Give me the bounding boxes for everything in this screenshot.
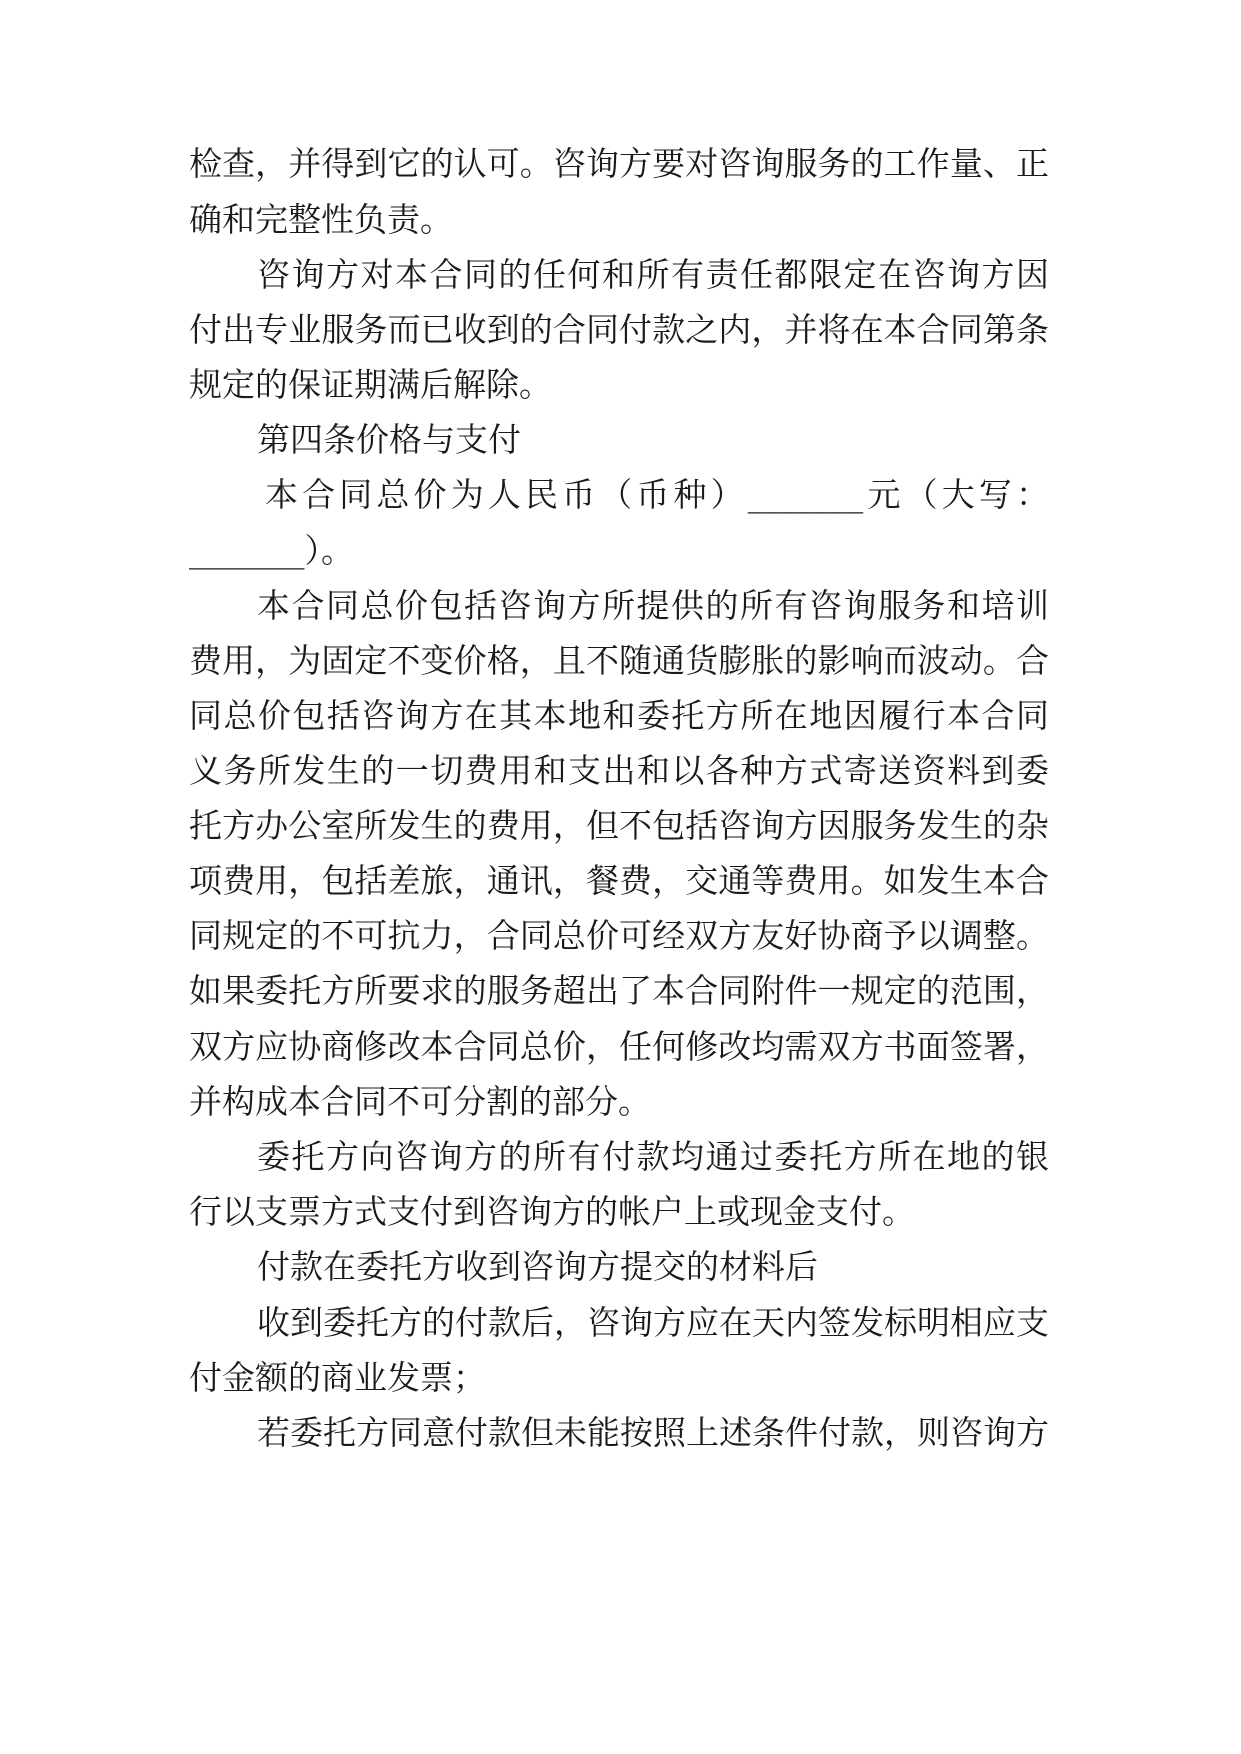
text-line: 收到委托方的付款后，咨询方应在天内签发标明相应支: [257, 1303, 1049, 1342]
text-line: 项费用，包括差旅，通讯，餐费，交通等费用。如发生本合: [189, 861, 1049, 900]
text-line: 并构成本合同不可分割的部分。: [189, 1082, 651, 1121]
text-line: 同规定的不可抗力，合同总价可经双方友好协商予以调整。: [189, 916, 1049, 955]
text-line: 本合同总价为人民币（币种）_______元（大写：: [265, 475, 1049, 514]
text-line: 费用，为固定不变价格，且不随通货膨胀的影响而波动。合: [189, 641, 1049, 680]
text-line: 义务所发生的一切费用和支出和以各种方式寄送资料到委: [189, 751, 1049, 790]
text-line: 行以支票方式支付到咨询方的帐户上或现金支付。: [189, 1192, 915, 1231]
text-line: _______）。: [189, 531, 354, 570]
text-line: 确和完整性负责。: [189, 200, 453, 239]
text-line: 付出专业服务而已收到的合同付款之内，并将在本合同第条: [189, 310, 1049, 349]
text-line: 检查，并得到它的认可。咨询方要对咨询服务的工作量、正: [189, 144, 1049, 183]
text-line: 付金额的商业发票；: [189, 1358, 486, 1397]
text-line: 若委托方同意付款但未能按照上述条件付款，则咨询方: [257, 1413, 1049, 1452]
section-heading: 第四条价格与支付: [257, 420, 521, 459]
text-line: 双方应协商修改本合同总价，任何修改均需双方书面签署，: [189, 1027, 1049, 1066]
text-line: 规定的保证期满后解除。: [189, 365, 552, 404]
text-line: 如果委托方所要求的服务超出了本合同附件一规定的范围，: [189, 971, 1049, 1010]
text-line: 本合同总价包括咨询方所提供的所有咨询服务和培训: [257, 586, 1049, 625]
text-line: 委托方向咨询方的所有付款均通过委托方所在地的银: [257, 1137, 1049, 1176]
text-line: 咨询方对本合同的任何和所有责任都限定在咨询方因: [257, 255, 1049, 294]
text-line: 付款在委托方收到咨询方提交的材料后: [257, 1247, 818, 1286]
text-line: 托方办公室所发生的费用，但不包括咨询方因服务发生的杂: [189, 806, 1049, 845]
text-line: 同总价包括咨询方在其本地和委托方所在地因履行本合同: [189, 696, 1049, 735]
